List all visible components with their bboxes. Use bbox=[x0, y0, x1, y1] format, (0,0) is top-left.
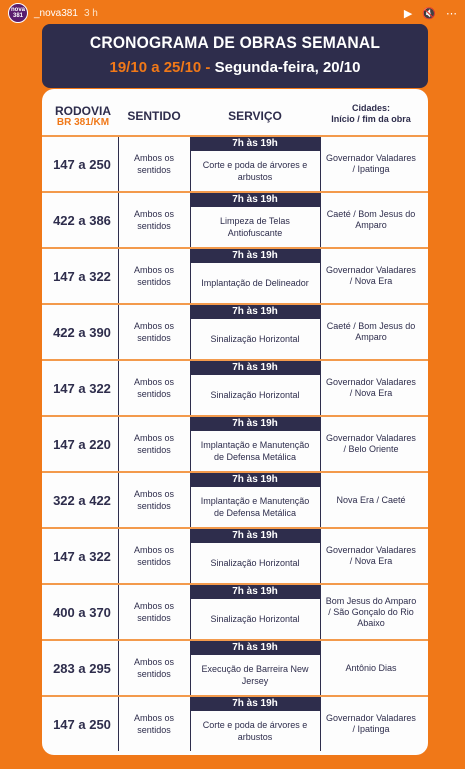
time-bar: 7h às 19h bbox=[190, 417, 320, 431]
sentido-cell: Ambos os sentidos bbox=[133, 153, 175, 175]
cidades-cell: Bom Jesus do Amparo / São Gonçalo do Rio Abaixo bbox=[325, 595, 417, 628]
cidades-cell: Governador Valadares / Ipatinga bbox=[326, 713, 416, 734]
km-range: 322 a 422 bbox=[53, 492, 111, 508]
servico-cell bbox=[190, 417, 320, 471]
km-range: 147 a 322 bbox=[53, 268, 111, 284]
column-header-sentido: SENTIDO bbox=[127, 109, 181, 123]
cidades-sublabel: Início / fim da obra bbox=[331, 114, 411, 124]
servico-cell bbox=[190, 249, 320, 303]
table-row bbox=[42, 303, 428, 359]
servico-text: Sinalização Horizontal bbox=[210, 558, 300, 568]
servico-cell bbox=[190, 305, 320, 359]
table-row bbox=[42, 583, 428, 639]
servico-text: Implantação e Manutenção de Defensa Metálica bbox=[200, 496, 310, 518]
column-header-servico: SERVIÇO bbox=[228, 109, 282, 123]
table-row bbox=[42, 639, 428, 695]
sentido-cell: Ambos os sentidos bbox=[133, 433, 175, 455]
time-bar: 7h às 19h bbox=[190, 473, 320, 487]
servico-text: Sinalização Horizontal bbox=[210, 390, 300, 400]
column-header-cidades bbox=[318, 103, 424, 125]
time-bar: 7h às 19h bbox=[190, 361, 320, 375]
servico-text: Implantação e Manutenção de Defensa Metálica bbox=[200, 440, 310, 462]
story-username[interactable]: _nova381 bbox=[34, 7, 78, 19]
servico-cell bbox=[190, 529, 320, 583]
sentido-cell: Ambos os sentidos bbox=[133, 321, 175, 343]
rodovia-label: RODOVIA bbox=[54, 104, 111, 118]
servico-cell bbox=[190, 473, 320, 527]
table-body bbox=[42, 135, 428, 751]
cidades-cell: Caeté / Bom Jesus do Amparo bbox=[326, 321, 416, 342]
page-title: CRONOGRAMA DE OBRAS SEMANAL bbox=[89, 33, 381, 52]
time-bar: 7h às 19h bbox=[190, 249, 320, 263]
table-row bbox=[42, 247, 428, 303]
more-icon[interactable]: ⋯ bbox=[446, 7, 457, 20]
servico-cell bbox=[190, 641, 320, 695]
table-row bbox=[42, 359, 428, 415]
servico-text: Execução de Barreira New Jersey bbox=[201, 664, 309, 686]
sentido-cell: Ambos os sentidos bbox=[133, 265, 175, 287]
cidades-cell: Governador Valadares / Belo Oriente bbox=[326, 433, 416, 454]
cidades-cell: Governador Valadares / Nova Era bbox=[326, 265, 416, 286]
sentido-cell: Ambos os sentidos bbox=[133, 657, 175, 679]
date-subtitle bbox=[42, 59, 428, 76]
cidades-cell: Governador Valadares / Nova Era bbox=[326, 377, 416, 398]
servico-text: Limpeza de Telas Antiofuscante bbox=[220, 216, 290, 238]
cidades-cell: Caeté / Bom Jesus do Amparo bbox=[326, 209, 416, 230]
speaker-icon[interactable]: 🔇 bbox=[422, 7, 436, 20]
story-controls bbox=[404, 7, 457, 20]
table-row bbox=[42, 415, 428, 471]
servico-text: Corte e poda de árvores e arbustos bbox=[202, 720, 308, 742]
story-timestamp: 3 h bbox=[83, 7, 98, 19]
title-banner bbox=[42, 24, 428, 88]
km-range: 147 a 220 bbox=[53, 436, 111, 452]
cidades-cell: Antônio Dias bbox=[345, 662, 397, 673]
schedule-card bbox=[42, 89, 428, 755]
km-range: 147 a 250 bbox=[53, 716, 111, 732]
km-range: 400 a 370 bbox=[53, 604, 111, 620]
km-range: 422 a 390 bbox=[53, 324, 111, 340]
play-icon[interactable]: ▶ bbox=[403, 7, 413, 20]
servico-text: Sinalização Horizontal bbox=[210, 334, 300, 344]
cidades-label: Cidades: bbox=[351, 103, 390, 113]
time-bar: 7h às 19h bbox=[190, 529, 320, 543]
table-row bbox=[42, 471, 428, 527]
sentido-cell: Ambos os sentidos bbox=[133, 377, 175, 399]
servico-text: Corte e poda de árvores e arbustos bbox=[202, 160, 308, 182]
table-row bbox=[42, 135, 428, 191]
km-range: 147 a 322 bbox=[53, 380, 111, 396]
servico-cell bbox=[190, 585, 320, 639]
table-header bbox=[42, 89, 428, 135]
km-range: 147 a 250 bbox=[53, 156, 111, 172]
servico-cell bbox=[190, 137, 320, 191]
table-row bbox=[42, 695, 428, 751]
rodovia-sublabel: BR 381/KM bbox=[56, 117, 110, 128]
servico-cell bbox=[190, 193, 320, 247]
sentido-cell: Ambos os sentidos bbox=[133, 489, 175, 511]
avatar[interactable]: nova 381 bbox=[8, 3, 28, 23]
time-bar: 7h às 19h bbox=[190, 697, 320, 711]
sentido-cell: Ambos os sentidos bbox=[133, 545, 175, 567]
servico-text: Implantação de Delineador bbox=[201, 278, 309, 288]
time-bar: 7h às 19h bbox=[190, 305, 320, 319]
story-header bbox=[0, 0, 465, 26]
cidades-cell: Nova Era / Caeté bbox=[336, 494, 406, 505]
servico-cell bbox=[190, 697, 320, 751]
column-header-rodovia bbox=[50, 105, 116, 129]
table-row bbox=[42, 191, 428, 247]
time-bar: 7h às 19h bbox=[190, 585, 320, 599]
weekday-date: Segunda-feira, 20/10 bbox=[214, 59, 361, 76]
table-row bbox=[42, 527, 428, 583]
km-range: 283 a 295 bbox=[53, 660, 111, 676]
km-range: 147 a 322 bbox=[53, 548, 111, 564]
time-bar: 7h às 19h bbox=[190, 641, 320, 655]
sentido-cell: Ambos os sentidos bbox=[133, 713, 175, 735]
time-bar: 7h às 19h bbox=[190, 193, 320, 207]
km-range: 422 a 386 bbox=[53, 212, 111, 228]
sentido-cell: Ambos os sentidos bbox=[133, 209, 175, 231]
cidades-cell: Governador Valadares / Nova Era bbox=[326, 545, 416, 566]
cidades-cell: Governador Valadares / Ipatinga bbox=[326, 153, 416, 174]
sentido-cell: Ambos os sentidos bbox=[133, 601, 175, 623]
date-range: 19/10 a 25/10 - bbox=[109, 59, 215, 76]
servico-cell bbox=[190, 361, 320, 415]
time-bar: 7h às 19h bbox=[190, 137, 320, 151]
servico-text: Sinalização Horizontal bbox=[210, 614, 300, 624]
